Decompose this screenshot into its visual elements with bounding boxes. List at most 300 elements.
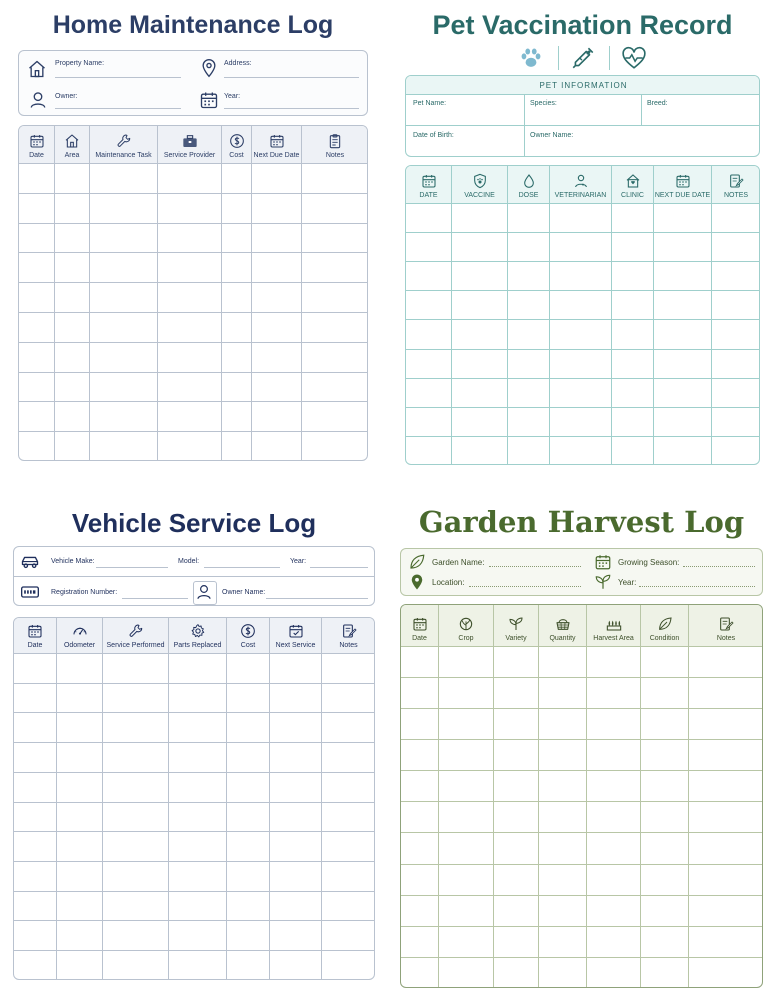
table-cell[interactable] [550,233,612,262]
table-cell[interactable] [539,957,587,988]
table-cell[interactable] [252,402,302,432]
table-cell[interactable] [322,951,376,980]
table-cell[interactable] [14,951,57,980]
table-cell[interactable] [406,204,452,233]
table-cell[interactable] [252,283,302,313]
table-cell[interactable] [158,193,222,223]
year-field[interactable] [224,108,359,109]
table-cell[interactable] [641,740,689,771]
table-cell[interactable] [169,743,227,773]
table-cell[interactable] [302,402,369,432]
table-cell[interactable] [654,349,712,378]
table-cell[interactable] [401,833,439,864]
table-cell[interactable] [227,713,270,743]
table-cell[interactable] [90,253,158,283]
table-cell[interactable] [401,678,439,709]
year-field[interactable] [310,567,368,568]
table-cell[interactable] [158,402,222,432]
table-cell[interactable] [689,926,764,957]
table-cell[interactable] [14,832,57,862]
table-cell[interactable] [406,349,452,378]
table-cell[interactable] [19,164,55,194]
table-cell[interactable] [654,378,712,407]
table-cell[interactable] [508,262,550,291]
table-cell[interactable] [641,833,689,864]
table-cell[interactable] [169,832,227,862]
table-cell[interactable] [689,864,764,895]
table-cell[interactable] [57,832,103,862]
table-cell[interactable] [439,647,494,678]
table-cell[interactable] [14,713,57,743]
table-cell[interactable] [19,372,55,402]
table-cell[interactable] [439,740,494,771]
table-cell[interactable] [641,864,689,895]
table-cell[interactable] [712,407,761,436]
table-cell[interactable] [322,891,376,921]
table-cell[interactable] [103,802,169,832]
location-field[interactable] [469,586,581,587]
table-cell[interactable] [19,342,55,372]
table-cell[interactable] [57,743,103,773]
table-cell[interactable] [494,647,539,678]
table-cell[interactable] [587,802,641,833]
table-cell[interactable] [19,402,55,432]
table-cell[interactable] [439,895,494,926]
pet-name-label[interactable]: Pet Name: [413,100,447,107]
table-cell[interactable] [103,951,169,980]
table-cell[interactable] [689,833,764,864]
table-cell[interactable] [14,683,57,713]
table-cell[interactable] [252,253,302,283]
table-cell[interactable] [439,833,494,864]
table-cell[interactable] [494,802,539,833]
table-cell[interactable] [14,772,57,802]
table-cell[interactable] [19,312,55,342]
table-cell[interactable] [19,193,55,223]
table-cell[interactable] [252,164,302,194]
table-cell[interactable] [401,895,439,926]
table-cell[interactable] [406,378,452,407]
table-cell[interactable] [508,320,550,349]
table-cell[interactable] [712,291,761,320]
table-cell[interactable] [57,772,103,802]
table-cell[interactable] [158,283,222,313]
table-cell[interactable] [19,283,55,313]
table-cell[interactable] [103,743,169,773]
table-cell[interactable] [612,349,654,378]
table-cell[interactable] [689,709,764,740]
table-cell[interactable] [452,349,508,378]
table-cell[interactable] [550,378,612,407]
table-cell[interactable] [222,372,252,402]
table-cell[interactable] [227,654,270,684]
table-cell[interactable] [270,862,322,892]
table-cell[interactable] [587,833,641,864]
table-cell[interactable] [270,802,322,832]
table-cell[interactable] [57,654,103,684]
table-cell[interactable] [55,253,90,283]
table-cell[interactable] [55,312,90,342]
table-cell[interactable] [158,342,222,372]
table-cell[interactable] [712,204,761,233]
table-cell[interactable] [712,349,761,378]
table-cell[interactable] [452,407,508,436]
table-cell[interactable] [654,320,712,349]
table-cell[interactable] [452,262,508,291]
table-cell[interactable] [57,862,103,892]
table-cell[interactable] [322,832,376,862]
table-cell[interactable] [322,743,376,773]
table-cell[interactable] [322,802,376,832]
table-cell[interactable] [452,320,508,349]
table-cell[interactable] [252,372,302,402]
table-cell[interactable] [439,771,494,802]
table-cell[interactable] [612,407,654,436]
table-cell[interactable] [539,771,587,802]
table-cell[interactable] [55,193,90,223]
table-cell[interactable] [654,407,712,436]
table-cell[interactable] [90,164,158,194]
table-cell[interactable] [57,802,103,832]
table-cell[interactable] [439,709,494,740]
date-of-birth-label[interactable]: Date of Birth: [413,132,454,139]
table-cell[interactable] [55,223,90,253]
table-cell[interactable] [90,432,158,461]
table-cell[interactable] [322,772,376,802]
table-cell[interactable] [158,372,222,402]
table-cell[interactable] [712,378,761,407]
table-cell[interactable] [55,283,90,313]
table-cell[interactable] [252,432,302,461]
table-cell[interactable] [494,957,539,988]
table-cell[interactable] [227,891,270,921]
table-cell[interactable] [587,957,641,988]
table-cell[interactable] [641,895,689,926]
table-cell[interactable] [55,372,90,402]
table-cell[interactable] [222,223,252,253]
table-cell[interactable] [550,436,612,465]
table-cell[interactable] [401,957,439,988]
table-cell[interactable] [302,193,369,223]
table-cell[interactable] [654,204,712,233]
table-cell[interactable] [654,262,712,291]
table-cell[interactable] [302,432,369,461]
table-cell[interactable] [322,683,376,713]
table-cell[interactable] [90,372,158,402]
table-cell[interactable] [227,743,270,773]
table-cell[interactable] [90,193,158,223]
table-cell[interactable] [227,921,270,951]
table-cell[interactable] [270,654,322,684]
table-cell[interactable] [612,436,654,465]
table-cell[interactable] [103,683,169,713]
table-cell[interactable] [508,407,550,436]
garden-name-field[interactable] [489,566,581,567]
table-cell[interactable] [158,432,222,461]
table-cell[interactable] [539,864,587,895]
table-cell[interactable] [14,654,57,684]
table-cell[interactable] [227,802,270,832]
table-cell[interactable] [641,926,689,957]
table-cell[interactable] [90,312,158,342]
species-label[interactable]: Species: [530,100,557,107]
table-cell[interactable] [612,291,654,320]
table-cell[interactable] [550,407,612,436]
table-cell[interactable] [406,291,452,320]
table-cell[interactable] [689,771,764,802]
table-cell[interactable] [641,802,689,833]
table-cell[interactable] [90,402,158,432]
table-cell[interactable] [550,291,612,320]
table-cell[interactable] [227,683,270,713]
table-cell[interactable] [406,233,452,262]
table-cell[interactable] [14,862,57,892]
table-cell[interactable] [103,654,169,684]
table-cell[interactable] [222,164,252,194]
table-cell[interactable] [90,283,158,313]
table-cell[interactable] [587,864,641,895]
table-cell[interactable] [57,921,103,951]
table-cell[interactable] [57,951,103,980]
table-cell[interactable] [587,926,641,957]
table-cell[interactable] [712,262,761,291]
table-cell[interactable] [612,320,654,349]
table-cell[interactable] [452,291,508,320]
table-cell[interactable] [641,709,689,740]
table-cell[interactable] [494,678,539,709]
table-cell[interactable] [103,862,169,892]
table-cell[interactable] [14,891,57,921]
table-cell[interactable] [19,253,55,283]
table-cell[interactable] [158,164,222,194]
table-cell[interactable] [539,926,587,957]
table-cell[interactable] [689,957,764,988]
table-cell[interactable] [587,771,641,802]
table-cell[interactable] [401,647,439,678]
table-cell[interactable] [227,832,270,862]
table-cell[interactable] [19,432,55,461]
table-cell[interactable] [406,320,452,349]
table-cell[interactable] [55,342,90,372]
owner-name-label[interactable]: Owner Name: [530,132,574,139]
table-cell[interactable] [222,342,252,372]
table-cell[interactable] [270,713,322,743]
table-cell[interactable] [270,683,322,713]
table-cell[interactable] [90,223,158,253]
table-cell[interactable] [401,771,439,802]
breed-label[interactable]: Breed: [647,100,668,107]
table-cell[interactable] [227,862,270,892]
table-cell[interactable] [270,921,322,951]
table-cell[interactable] [14,802,57,832]
table-cell[interactable] [302,283,369,313]
table-cell[interactable] [169,862,227,892]
table-cell[interactable] [227,772,270,802]
table-cell[interactable] [252,342,302,372]
table-cell[interactable] [439,864,494,895]
table-cell[interactable] [508,378,550,407]
table-cell[interactable] [169,802,227,832]
table-cell[interactable] [57,891,103,921]
table-cell[interactable] [439,926,494,957]
table-cell[interactable] [587,678,641,709]
table-cell[interactable] [587,740,641,771]
table-cell[interactable] [494,833,539,864]
table-cell[interactable] [270,951,322,980]
table-cell[interactable] [158,312,222,342]
table-cell[interactable] [641,678,689,709]
table-cell[interactable] [494,771,539,802]
table-cell[interactable] [689,895,764,926]
table-cell[interactable] [14,743,57,773]
table-cell[interactable] [612,233,654,262]
table-cell[interactable] [508,233,550,262]
model-field[interactable] [204,567,280,568]
table-cell[interactable] [689,740,764,771]
table-cell[interactable] [270,743,322,773]
table-cell[interactable] [222,312,252,342]
table-cell[interactable] [270,832,322,862]
table-cell[interactable] [539,895,587,926]
table-cell[interactable] [227,951,270,980]
table-cell[interactable] [712,320,761,349]
table-cell[interactable] [55,164,90,194]
table-cell[interactable] [222,402,252,432]
table-cell[interactable] [252,193,302,223]
registration-number-field[interactable] [122,598,188,599]
table-cell[interactable] [452,436,508,465]
table-cell[interactable] [550,262,612,291]
property-name-field[interactable] [55,77,181,78]
table-cell[interactable] [169,951,227,980]
table-cell[interactable] [401,864,439,895]
table-cell[interactable] [302,223,369,253]
table-cell[interactable] [302,253,369,283]
table-cell[interactable] [689,802,764,833]
table-cell[interactable] [452,378,508,407]
table-cell[interactable] [494,926,539,957]
table-cell[interactable] [452,204,508,233]
table-cell[interactable] [494,709,539,740]
table-cell[interactable] [539,802,587,833]
table-cell[interactable] [654,233,712,262]
table-cell[interactable] [169,921,227,951]
table-cell[interactable] [539,647,587,678]
table-cell[interactable] [494,895,539,926]
vehicle-make-field[interactable] [96,567,168,568]
table-cell[interactable] [103,772,169,802]
table-cell[interactable] [222,432,252,461]
table-cell[interactable] [508,436,550,465]
table-cell[interactable] [539,678,587,709]
table-cell[interactable] [322,921,376,951]
table-cell[interactable] [587,895,641,926]
table-cell[interactable] [587,647,641,678]
table-cell[interactable] [641,957,689,988]
table-cell[interactable] [439,678,494,709]
table-cell[interactable] [641,647,689,678]
table-cell[interactable] [302,372,369,402]
table-cell[interactable] [401,926,439,957]
table-cell[interactable] [169,891,227,921]
table-cell[interactable] [401,709,439,740]
table-cell[interactable] [222,283,252,313]
table-cell[interactable] [222,253,252,283]
table-cell[interactable] [322,654,376,684]
table-cell[interactable] [401,740,439,771]
table-cell[interactable] [270,772,322,802]
table-cell[interactable] [612,204,654,233]
table-cell[interactable] [452,233,508,262]
table-cell[interactable] [654,291,712,320]
table-cell[interactable] [712,436,761,465]
table-cell[interactable] [169,772,227,802]
table-cell[interactable] [654,436,712,465]
table-cell[interactable] [252,312,302,342]
table-cell[interactable] [55,402,90,432]
table-cell[interactable] [439,802,494,833]
table-cell[interactable] [550,320,612,349]
address-field[interactable] [224,77,359,78]
table-cell[interactable] [57,683,103,713]
table-cell[interactable] [302,312,369,342]
table-cell[interactable] [508,349,550,378]
table-cell[interactable] [90,342,158,372]
table-cell[interactable] [169,683,227,713]
table-cell[interactable] [494,864,539,895]
table-cell[interactable] [587,709,641,740]
table-cell[interactable] [550,204,612,233]
table-cell[interactable] [712,233,761,262]
table-cell[interactable] [406,407,452,436]
table-cell[interactable] [169,713,227,743]
table-cell[interactable] [103,713,169,743]
table-cell[interactable] [57,713,103,743]
table-cell[interactable] [401,802,439,833]
table-cell[interactable] [494,740,539,771]
table-cell[interactable] [252,223,302,253]
growing-season-field[interactable] [683,566,755,567]
table-cell[interactable] [302,164,369,194]
table-cell[interactable] [641,771,689,802]
table-cell[interactable] [539,709,587,740]
table-cell[interactable] [103,891,169,921]
table-cell[interactable] [406,262,452,291]
table-cell[interactable] [302,342,369,372]
table-cell[interactable] [270,891,322,921]
table-cell[interactable] [222,193,252,223]
table-cell[interactable] [103,832,169,862]
table-cell[interactable] [539,833,587,864]
table-cell[interactable] [689,647,764,678]
table-cell[interactable] [439,957,494,988]
table-cell[interactable] [158,223,222,253]
table-cell[interactable] [539,740,587,771]
table-cell[interactable] [14,921,57,951]
table-cell[interactable] [103,921,169,951]
table-cell[interactable] [406,436,452,465]
table-cell[interactable] [689,678,764,709]
year-field[interactable] [639,586,755,587]
table-cell[interactable] [612,262,654,291]
table-cell[interactable] [612,378,654,407]
table-cell[interactable] [169,654,227,684]
table-cell[interactable] [55,432,90,461]
owner-field[interactable] [55,108,181,109]
table-cell[interactable] [322,713,376,743]
table-cell[interactable] [550,349,612,378]
table-cell[interactable] [158,253,222,283]
